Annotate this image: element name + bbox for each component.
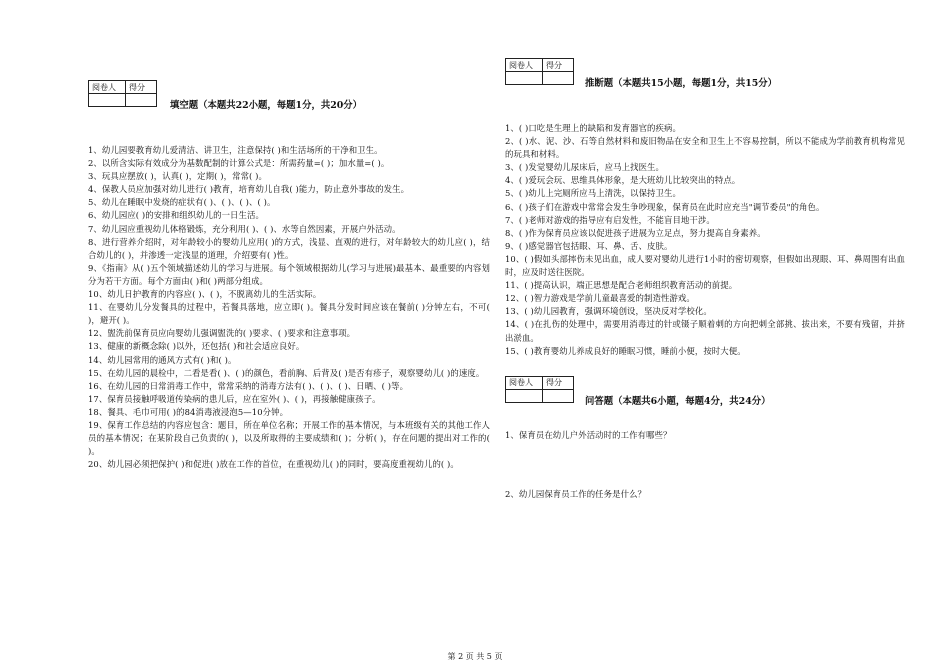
question-item: 13、健康的新概念除( )以外，还包括( )和社会适应良好。 xyxy=(88,341,305,352)
fill-score-box xyxy=(88,80,157,107)
judge-question-list xyxy=(505,122,905,358)
question-item: 3、玩具应摆放( )，认真( )，定期( )，常常( )。 xyxy=(88,171,268,182)
question-item: 19、保育工作总结的内容应包含：题目，所在单位名称；开展工作的基本情况，与本班级有关的其他工作人员的基本情况；在某阶段自己负责的( )，以及所取得的主要成绩和( )；分析( )，存在问题的提出对工作的( )。 xyxy=(88,419,490,457)
question-item: 18、餐具、毛巾可用( )的84消毒液浸泡5—10分钟。 xyxy=(88,406,289,417)
score-cell xyxy=(543,389,574,402)
question-item: 1、( )口吃是生理上的缺陷和发育器官的疾病。 xyxy=(505,123,681,133)
judge-section-title: 推断题（本题共15小题，每题1分，共15分） xyxy=(585,78,777,89)
reviewer-label: 阅卷人 xyxy=(506,59,543,72)
question-item: 17、保育员接触呼吸道传染病的患儿后，应在室外( )、( )，再接触健康孩子。 xyxy=(88,393,381,404)
fill-section xyxy=(88,80,490,471)
question-item: 10、( )假如头部摔伤未见出血，成人要对婴幼儿进行1小时的密切观察，但假如出现眼、耳、鼻周围有出血时，应及时送往医院。 xyxy=(505,253,905,278)
question-item: 5、幼儿在睡眠中发烧的症状有( )、( )、( )、( )。 xyxy=(88,197,276,208)
reviewer-cell xyxy=(506,72,543,85)
question-item: 2、以所含实际有效成分为基数配制的计算公式是：所需药量=( )；加水量=( )。 xyxy=(88,158,390,169)
question-item: 15、在幼儿园的晨检中，二看是看( )、( )的颜色，看前胸、后背及( )是否有疹子，观察婴幼儿( )的速度。 xyxy=(88,367,485,378)
question-item: 14、幼儿园常用的通风方式有( )和( )。 xyxy=(88,354,237,365)
question-item: 9、《指南》从( )五个领域描述幼儿的学习与进展。每个领域根据幼儿(学习与进展)最基本、最重要的内容划分为若干方面。每个方面由( )和( )两部分组成。 xyxy=(88,262,490,286)
score-label: 得分 xyxy=(543,59,574,72)
question-item: 9、( )感觉器官包括眼、耳、鼻、舌、皮肤。 xyxy=(505,240,673,251)
question-item: 13、( )幼儿园教育，强调环境创设，坚决反对学校化。 xyxy=(505,306,712,317)
score-label: 得分 xyxy=(543,376,574,389)
question-item: 14、( )在扎伤的处理中，需要用消毒过的针或镊子顺着刺的方向把刺全部挑、拔出来，不要有残留，并挤出淤血。 xyxy=(505,319,905,343)
question-item: 4、保教人员应加强对幼儿进行( )教育，培育幼儿自我( )能力，防止意外事故的发生。 xyxy=(88,184,410,195)
fill-question-list xyxy=(88,144,490,471)
question-item: 2、幼儿园保育员工作的任务是什么？ xyxy=(505,488,647,499)
question-item: 10、幼儿日护教育的内容应( )、( )，不脱离幼儿的生活实际。 xyxy=(88,289,322,300)
reviewer-cell xyxy=(89,94,126,107)
question-item: 20、幼儿园必须把保护( )和促进( )放在工作的首位，在重视幼儿( )的同时，要高度重视幼儿的( )。 xyxy=(88,459,459,470)
question-item: 11、在婴幼儿分发餐具的过程中，若餐具落地，应立即( )。餐具分发时间应该在餐前( )分钟左右，不可( )，避开( )。 xyxy=(88,302,490,326)
reviewer-label: 阅卷人 xyxy=(89,81,126,94)
score-cell xyxy=(126,94,157,107)
question-item: 3、( )发觉婴幼儿尿床后，应马上找医生。 xyxy=(505,162,664,173)
page-footer: 第 2 页 共 5 页 xyxy=(447,652,503,661)
score-label: 得分 xyxy=(126,81,157,94)
qa-score-box xyxy=(505,376,574,403)
question-item: 8、进行营养介绍时，对年龄较小的婴幼儿应用( )的方式，浅显、直观的进行，对年龄较大的幼儿应( )，结合幼儿的( )，并渗透一定浅显的道理，介绍要有( )性。 xyxy=(88,236,490,260)
question-item: 6、( )孩子们在游戏中常常会发生争吵现象，保育员在此时应充当"调节委员"的角色。 xyxy=(505,201,825,212)
question-item: 12、( )智力游戏是学前儿童最喜爱的制造性游戏。 xyxy=(505,293,695,304)
reviewer-cell xyxy=(506,389,543,402)
question-item: 1、保育员在幼儿户外活动时的工作有哪些？ xyxy=(505,429,672,440)
question-item: 16、在幼儿园的日常消毒工作中，常常采纳的消毒方法有( )、( )、( )、日晒、( )等。 xyxy=(88,380,409,391)
question-item: 2、( )水、泥、沙、石等自然材料和废旧物品在安全和卫生上不容易控制，所以不能成为学前教育机构常见的玩具和材料。 xyxy=(505,136,905,160)
fill-section-title: 填空题（本题共22小题，每题1分，共20分） xyxy=(170,100,362,111)
question-item: 15、( )教育婴幼儿养成良好的睡眠习惯，睡前小便，按时大便。 xyxy=(505,345,746,356)
question-item: 5、( )幼儿上完厕所应马上清洗，以保持卫生。 xyxy=(505,188,681,199)
question-item: 1、幼儿园要教育幼儿爱清洁、讲卫生，注意保持( )和生活场所的干净和卫生。 xyxy=(88,145,383,155)
qa-section-title: 问答题（本题共6小题，每题4分，共24分） xyxy=(585,395,771,407)
reviewer-label: 阅卷人 xyxy=(506,376,543,389)
judge-score-box xyxy=(505,58,574,85)
question-item: 7、( )老师对游戏的指导应有启发性，不能盲目地干涉。 xyxy=(505,214,715,225)
question-item: 12、盥洗前保育员应向婴幼儿强调盥洗的( )要求、( )要求和注意事项。 xyxy=(88,328,356,339)
qa-section xyxy=(505,376,905,501)
question-item: 8、( )作为保育员应该以促进孩子进展为立足点，努力提高自身素养。 xyxy=(505,227,766,238)
score-cell xyxy=(543,72,574,85)
question-item: 11、( )提高认识，端正思想是配合老师组织教育活动的前提。 xyxy=(505,280,738,291)
question-item: 6、幼儿园应( )的安排和组织幼儿的一日生活。 xyxy=(88,210,264,221)
question-item: 7、幼儿园应重视幼儿体格锻炼，充分利用( )、( )、水等自然因素，开展户外活动。 xyxy=(88,223,401,234)
qa-question-list xyxy=(505,429,905,501)
question-item: 4、( )爱玩会玩、思维具体形象，是大班幼儿比较突出的特点。 xyxy=(505,175,741,186)
judge-section xyxy=(505,58,905,501)
